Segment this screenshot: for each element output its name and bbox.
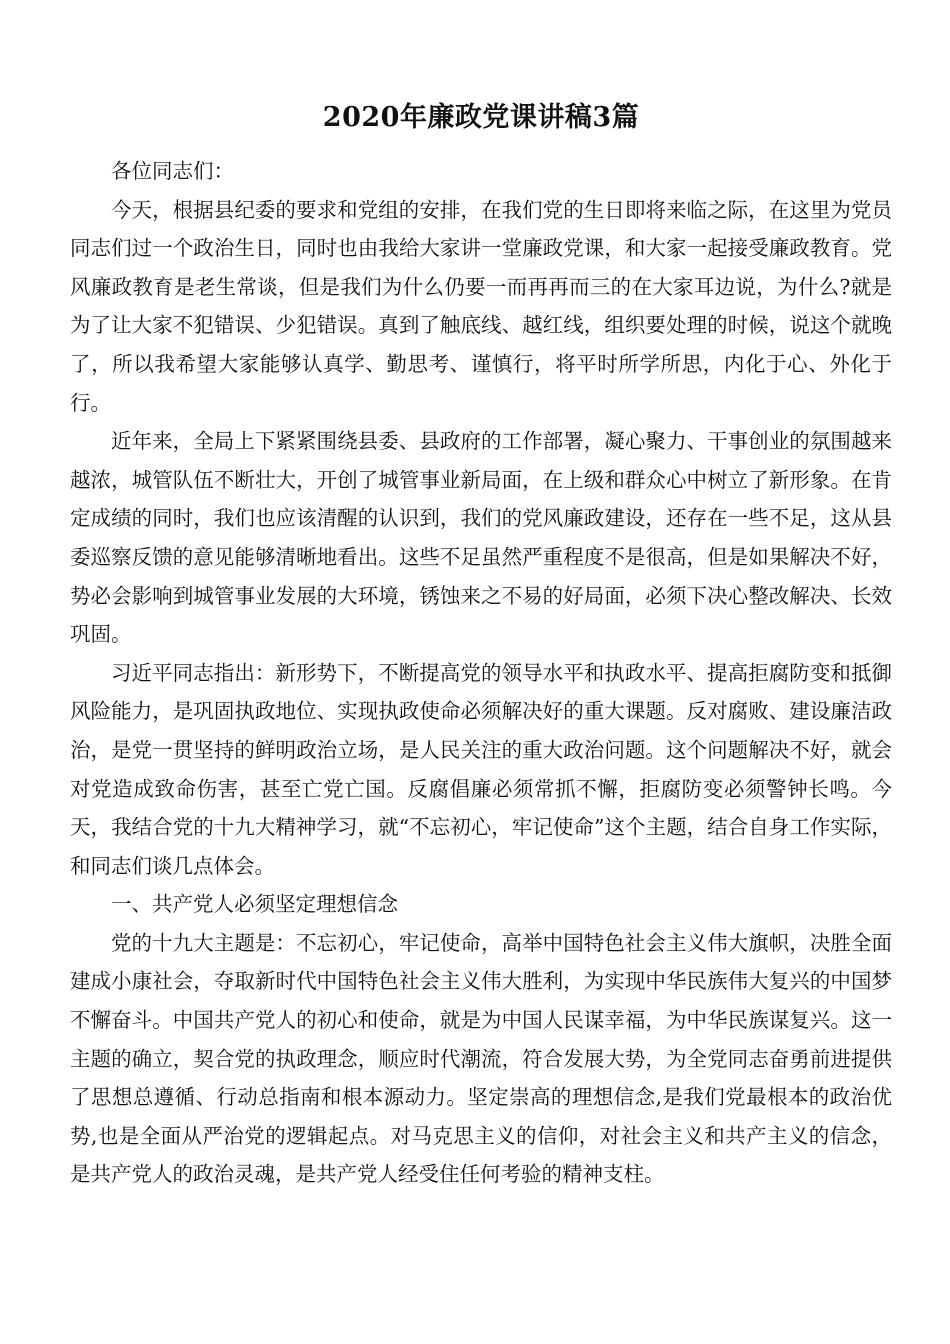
paragraph-xi-quote: 习近平同志指出：新形势下，不断提高党的领导水平和执政水平、提高拒腐防变和抵御风险能力，是巩固执政地位、实现执政使命必须解决好的重大课题。反对腐败、建设廉洁政治，是党一贯坚持的鲜明政治立场，是人民关注的重大政治问题。这个问题解决不好，就会对党造成致命伤害，甚至亡党亡国。反腐倡廉必须常抓不懈，拒腐防变必须警钟长鸣。今天，我结合党的十九大精神学习，就“不忘初心，牢记使命”这个主题，结合自身工作实际，和同志们谈几点体会。 [70,660,892,878]
paragraph-recent-years: 近年来，全局上下紧紧围绕县委、县政府的工作部署，凝心聚力、干事创业的氛围越来越浓，城管队伍不断壮大，开创了城管事业新局面，在上级和群众心中树立了新形象。在肯定成绩的同时，我们也应该清醒的认识到，我们的党风廉政建设，还存在一些不足，这从县委巡察反馈的意见能够清晰地看出。这些不足虽然严重程度不是很高，但是如果解决不好，势必会影响到城管事业发展的大环境，锈蚀来之不易的好局面，必须下决心整改解决、长效巩固。 [70,429,892,647]
paragraph-congress-theme: 党的十九大主题是：不忘初心，牢记使命，高举中国特色社会主义伟大旗帜，决胜全面建成小康社会，夺取新时代中国特色社会主义伟大胜利，为实现中华民族伟大复兴的中国梦不懈奋斗。中国共产党人的初心和使命，就是为中国人民谋幸福，为中华民族谋复兴。这一主题的确立，契合党的执政理念，顺应时代潮流，符合发展大势，为全党同志奋勇前进提供了思想总遵循、行动总指南和根本源动力。坚定崇高的理想信念,是我们党最根本的政治优势,也是全面从严治党的逻辑起点。对马克思主义的信仰，对社会主义和共产主义的信念，是共产党人的政治灵魂，是共产党人经受住任何考验的精神支柱。 [70,930,892,1187]
document-title: 2020年廉政党课讲稿3篇 [322,102,640,133]
document-body [70,152,892,1194]
section-heading-1: 一、共产党人必须坚定理想信念 [111,892,398,917]
salutation: 各位同志们： [111,159,234,183]
paragraph-intro: 今天，根据县纪委的要求和党组的安排，在我们党的生日即将来临之际，在这里为党员同志们过一个政治生日，同时也由我给大家讲一堂廉政党课，和大家一起接受廉政教育。党风廉政教育是老生常谈，但是我们为什么仍要一而再再而三的在大家耳边说，为什么?就是为了让大家不犯错误、少犯错误。真到了触底线、越红线，组织要处理的时候，说这个就晚了，所以我希望大家能够认真学、勤思考、谨慎行，将平时所学所思，内化于心、外化于行。 [70,197,892,415]
document-page [70,0,892,1344]
